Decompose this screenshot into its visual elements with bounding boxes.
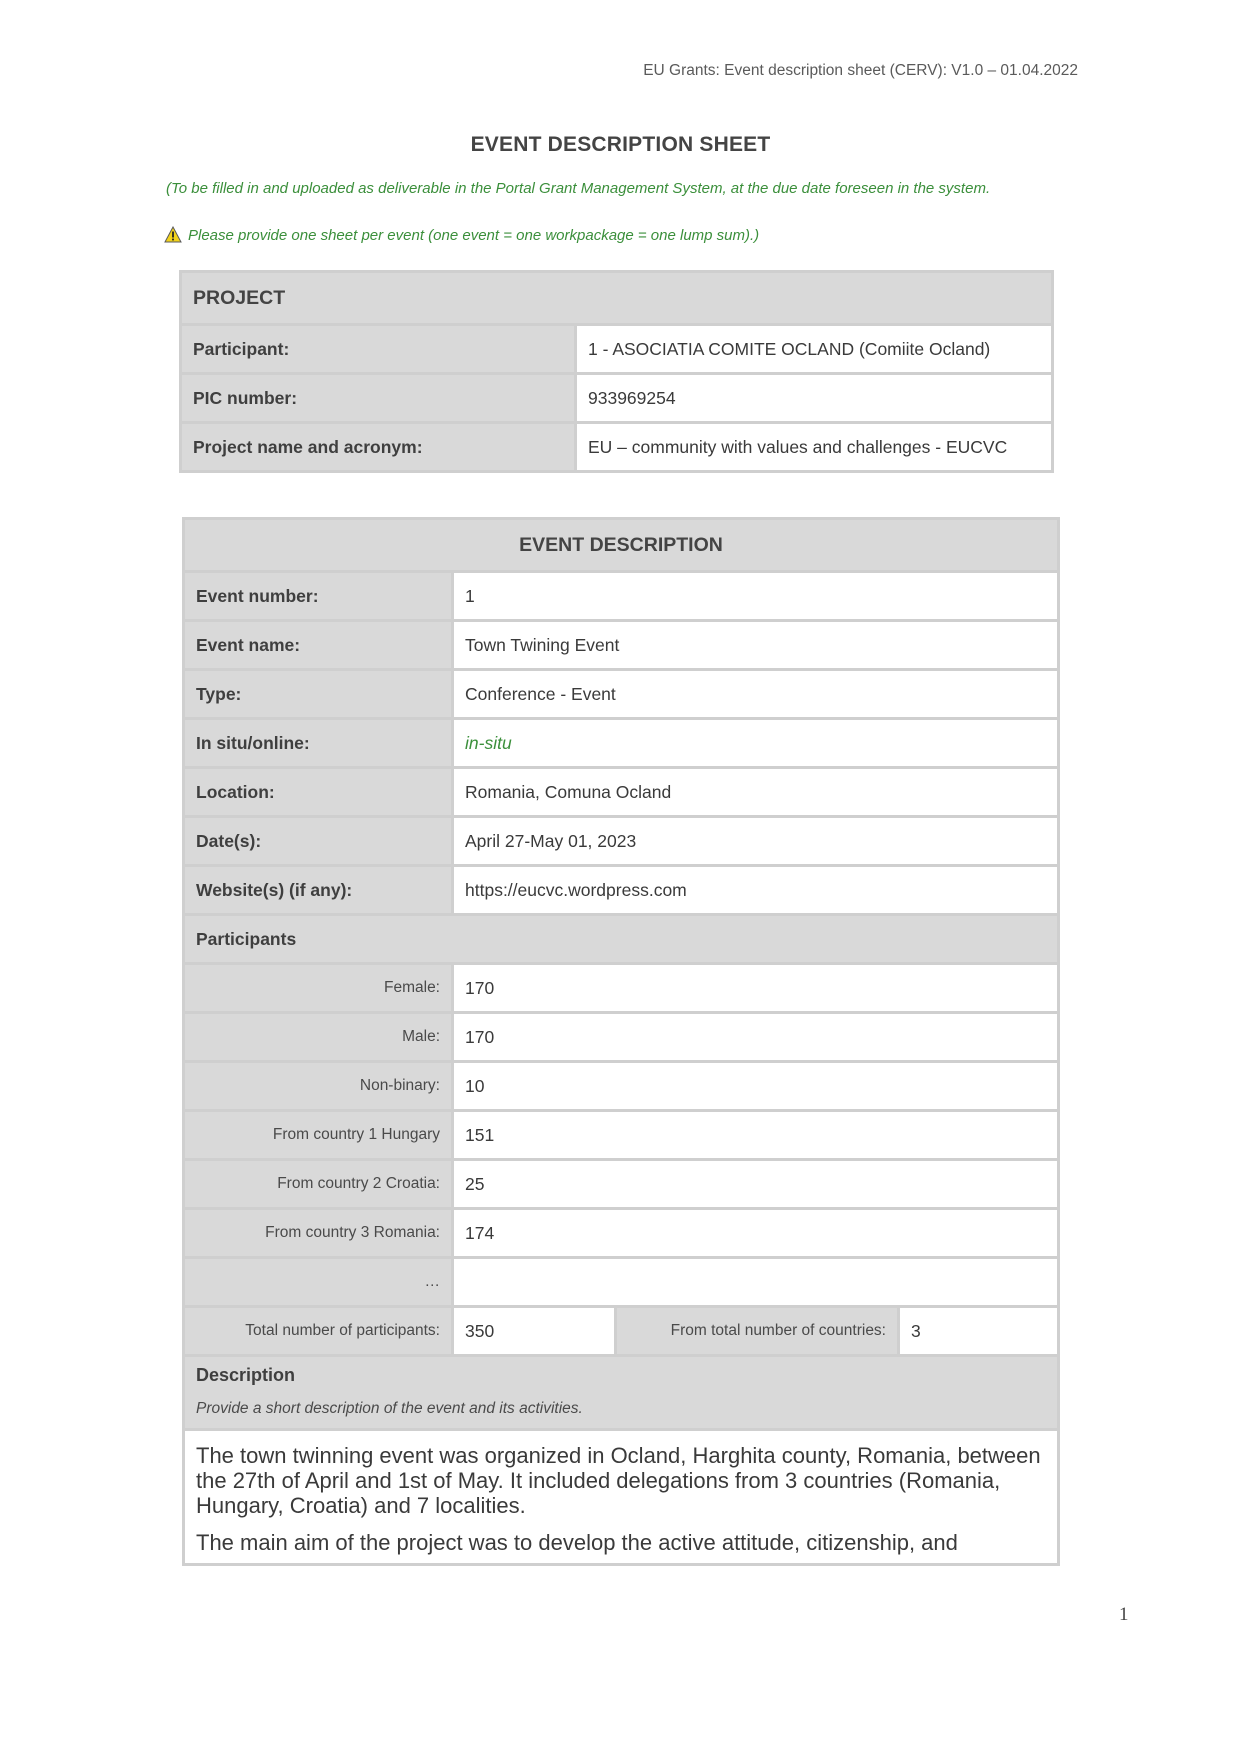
male-field[interactable]: 170	[454, 1014, 1057, 1060]
country-3-field[interactable]: 174	[454, 1210, 1057, 1256]
location-label: Location:	[185, 769, 451, 815]
project-heading: PROJECT	[182, 273, 1051, 323]
description-paragraph-2: The main aim of the project was to develop the active attitude, citizenship, and	[196, 1530, 958, 1555]
event-row-name	[185, 622, 1057, 668]
in-situ-online-label: In situ/online:	[185, 720, 451, 766]
participant-field[interactable]: 1 - ASOCIATIA COMITE OCLAND (Comiite Ocland)	[577, 326, 1051, 372]
website-label: Website(s) (if any):	[185, 867, 451, 913]
female-label: Female:	[185, 965, 451, 1011]
participants-row-female	[185, 965, 1057, 1011]
participant-label: Participant:	[182, 326, 574, 372]
description-hint: Provide a short description of the event and its activities.	[196, 1400, 583, 1417]
participants-row-country-1	[185, 1112, 1057, 1158]
description-heading-cell	[185, 1357, 1057, 1428]
project-row-name	[182, 424, 1051, 470]
participants-row-country-2	[185, 1161, 1057, 1207]
event-row-dates	[185, 818, 1057, 864]
event-number-field[interactable]: 1	[454, 573, 1057, 619]
country-1-label: From country 1 Hungary	[185, 1112, 451, 1158]
participants-row-more	[185, 1259, 1057, 1305]
description-heading-row	[185, 1357, 1057, 1428]
total-participants-label: Total number of participants:	[185, 1308, 451, 1354]
type-field[interactable]: Conference - Event	[454, 671, 1057, 717]
participants-heading-row	[185, 916, 1057, 962]
pic-number-field[interactable]: 933969254	[577, 375, 1051, 421]
country-3-label: From country 3 Romania:	[185, 1210, 451, 1256]
warning-triangle-icon	[164, 226, 182, 247]
dates-label: Date(s):	[185, 818, 451, 864]
country-2-field[interactable]: 25	[454, 1161, 1057, 1207]
website-field[interactable]: https://eucvc.wordpress.com	[454, 867, 1057, 913]
participants-row-male	[185, 1014, 1057, 1060]
event-row-number	[185, 573, 1057, 619]
warning-note	[164, 226, 759, 247]
page-title: EVENT DESCRIPTION SHEET	[470, 133, 771, 156]
type-label: Type:	[185, 671, 451, 717]
event-number-label: Event number:	[185, 573, 451, 619]
event-row-insitu	[185, 720, 1057, 766]
instruction-text: (To be filled in and uploaded as deliverable in the Portal Grant Management System, at the due date foreseen in the system.	[166, 180, 991, 197]
event-description-heading: EVENT DESCRIPTION	[185, 520, 1057, 570]
event-name-field[interactable]: Town Twining Event	[454, 622, 1057, 668]
event-row-location	[185, 769, 1057, 815]
description-heading: Description	[196, 1365, 296, 1385]
warning-text: Please provide one sheet per event (one event = one workpackage = one lump sum).)	[188, 227, 760, 244]
description-field[interactable]	[185, 1431, 1057, 1563]
location-field[interactable]: Romania, Comuna Ocland	[454, 769, 1057, 815]
country-2-label: From country 2 Croatia:	[185, 1161, 451, 1207]
dates-field[interactable]: April 27-May 01, 2023	[454, 818, 1057, 864]
total-countries-field[interactable]: 3	[900, 1308, 1057, 1354]
female-field[interactable]: 170	[454, 965, 1057, 1011]
participants-heading: Participants	[185, 916, 1057, 962]
pic-number-label: PIC number:	[182, 375, 574, 421]
event-row-type	[185, 671, 1057, 717]
participants-totals-row	[185, 1308, 1057, 1354]
male-label: Male:	[185, 1014, 451, 1060]
page-number: 1	[1119, 1604, 1129, 1625]
event-description-table	[182, 517, 1060, 1566]
participants-row-country-3	[185, 1210, 1057, 1256]
project-row-participant	[182, 326, 1051, 372]
participants-row-nonbinary	[185, 1063, 1057, 1109]
project-table	[179, 270, 1054, 473]
in-situ-online-field[interactable]: in-situ	[454, 720, 1057, 766]
country-1-field[interactable]: 151	[454, 1112, 1057, 1158]
project-name-label: Project name and acronym:	[182, 424, 574, 470]
project-name-field[interactable]: EU – community with values and challenges - EUCVC	[577, 424, 1051, 470]
non-binary-field[interactable]: 10	[454, 1063, 1057, 1109]
total-countries-label: From total number of countries:	[617, 1308, 897, 1354]
document-reference: EU Grants: Event description sheet (CERV): V1.0 – 01.04.2022	[643, 62, 1078, 79]
total-participants-field[interactable]: 350	[454, 1308, 614, 1354]
description-paragraph-1: The town twinning event was organized in Ocland, Harghita county, Romania, between the 27th of April and 1st of May. It included delegations from 3 countries (Romania, Hungary, Croatia) and 7 localities.	[196, 1443, 1041, 1518]
event-name-label: Event name:	[185, 622, 451, 668]
event-row-website	[185, 867, 1057, 913]
non-binary-label: Non-binary:	[185, 1063, 451, 1109]
description-body-row	[185, 1431, 1057, 1563]
more-countries-label: …	[185, 1259, 451, 1305]
more-countries-field[interactable]	[454, 1259, 1057, 1305]
project-row-pic	[182, 375, 1051, 421]
